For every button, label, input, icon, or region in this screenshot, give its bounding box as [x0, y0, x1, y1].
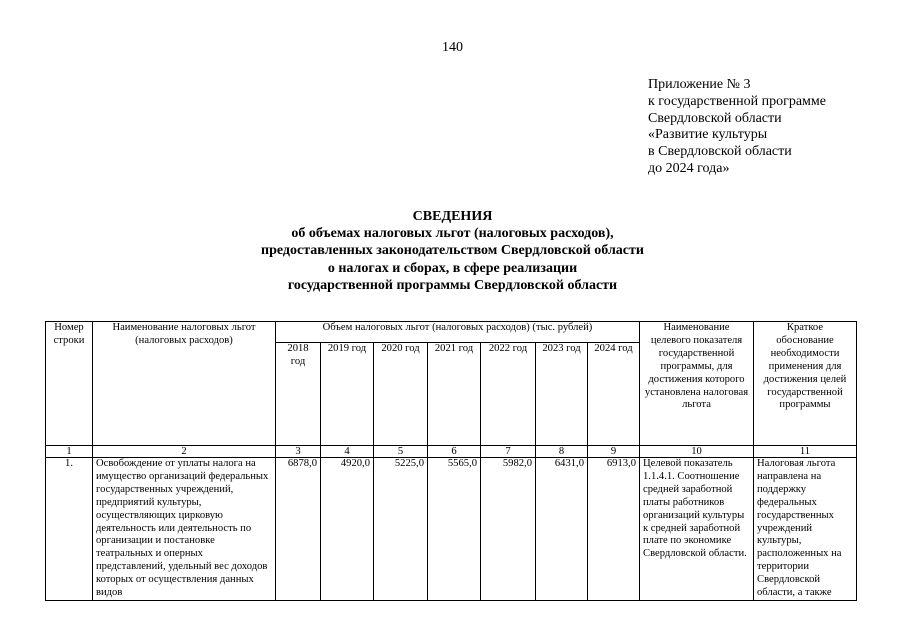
header-volume: Объем налоговых льгот (налоговых расходов) (тыс. рублей) [276, 322, 640, 343]
year-value: 5565,0 [428, 458, 481, 601]
header-year: 2021 год [428, 343, 481, 446]
header-target-indicator: Наименование целевого показателя государственной программы, для достижения которого установлена налоговая льгота [640, 322, 754, 446]
column-number-row [46, 446, 857, 458]
column-number: 7 [481, 446, 536, 458]
target-indicator: Целевой показатель 1.1.4.1. Соотношение средней заработной платы работников организаций культуры к средней заработной плате по экономике Свердловской области. [640, 458, 754, 601]
column-number: 5 [374, 446, 428, 458]
year-value: 5225,0 [374, 458, 428, 601]
year-value: 6431,0 [536, 458, 588, 601]
row-number: 1. [46, 458, 93, 601]
year-value: 5982,0 [481, 458, 536, 601]
year-value: 6913,0 [588, 458, 640, 601]
year-value: 6878,0 [276, 458, 321, 601]
column-number: 6 [428, 446, 481, 458]
column-number: 4 [321, 446, 374, 458]
column-number: 1 [46, 446, 93, 458]
column-number: 3 [276, 446, 321, 458]
column-number: 8 [536, 446, 588, 458]
header-year: 2020 год [374, 343, 428, 446]
benefit-name: Освобождение от уплаты налога на имущество организаций федеральных государственных учреждений, предприятий культуры, осуществляющих цирковую деятельность или деятельность по организации и постановке театральных и оперных представлений, удельный вес доходов которых от осуществления данных видов [93, 458, 276, 601]
header-row-number: Номер строки [46, 322, 93, 446]
appendix-line: в Свердловской области [648, 144, 792, 160]
header-year: 2019 год [321, 343, 374, 446]
appendix-line: к государственной программе [648, 93, 826, 109]
column-number: 2 [93, 446, 276, 458]
header-year: 2024 год [588, 343, 640, 446]
table-row [46, 458, 857, 601]
appendix-line: до 2024 года» [648, 160, 730, 176]
title-line: государственной программы Свердловской области [287, 277, 618, 293]
page-number: 140 [442, 40, 463, 55]
header-justification: Краткое обоснование необходимости применения для достижения целей государственной программы [754, 322, 857, 446]
header-year: 2022 год [481, 343, 536, 446]
column-number: 9 [588, 446, 640, 458]
header-year: 2018 год [276, 343, 321, 446]
appendix-line: Приложение № 3 [648, 77, 751, 92]
title-line: об объемах налоговых льгот (налоговых расходов), [291, 226, 614, 242]
title-line: о налогах и сборах, в сфере реализации [327, 260, 578, 276]
year-value: 4920,0 [321, 458, 374, 601]
column-number: 10 [640, 446, 754, 458]
appendix-line: Свердловской области [648, 110, 782, 126]
title-line: СВЕДЕНИЯ [412, 209, 493, 224]
title-line: предоставленных законодательством Свердловской области [261, 243, 644, 259]
appendix-line: «Развитие культуры [648, 127, 768, 143]
header-year: 2023 год [536, 343, 588, 446]
document-title [0, 208, 905, 294]
tax-benefits-table [45, 321, 857, 601]
header-benefit-name: Наименование налоговых льгот (налоговых расходов) [93, 322, 276, 446]
column-number: 11 [754, 446, 857, 458]
justification: Налоговая льгота направлена на поддержку федеральных государственных учреждений культуры, расположенных на территории Свердловской области, а также [754, 458, 857, 601]
appendix-note [648, 77, 826, 178]
